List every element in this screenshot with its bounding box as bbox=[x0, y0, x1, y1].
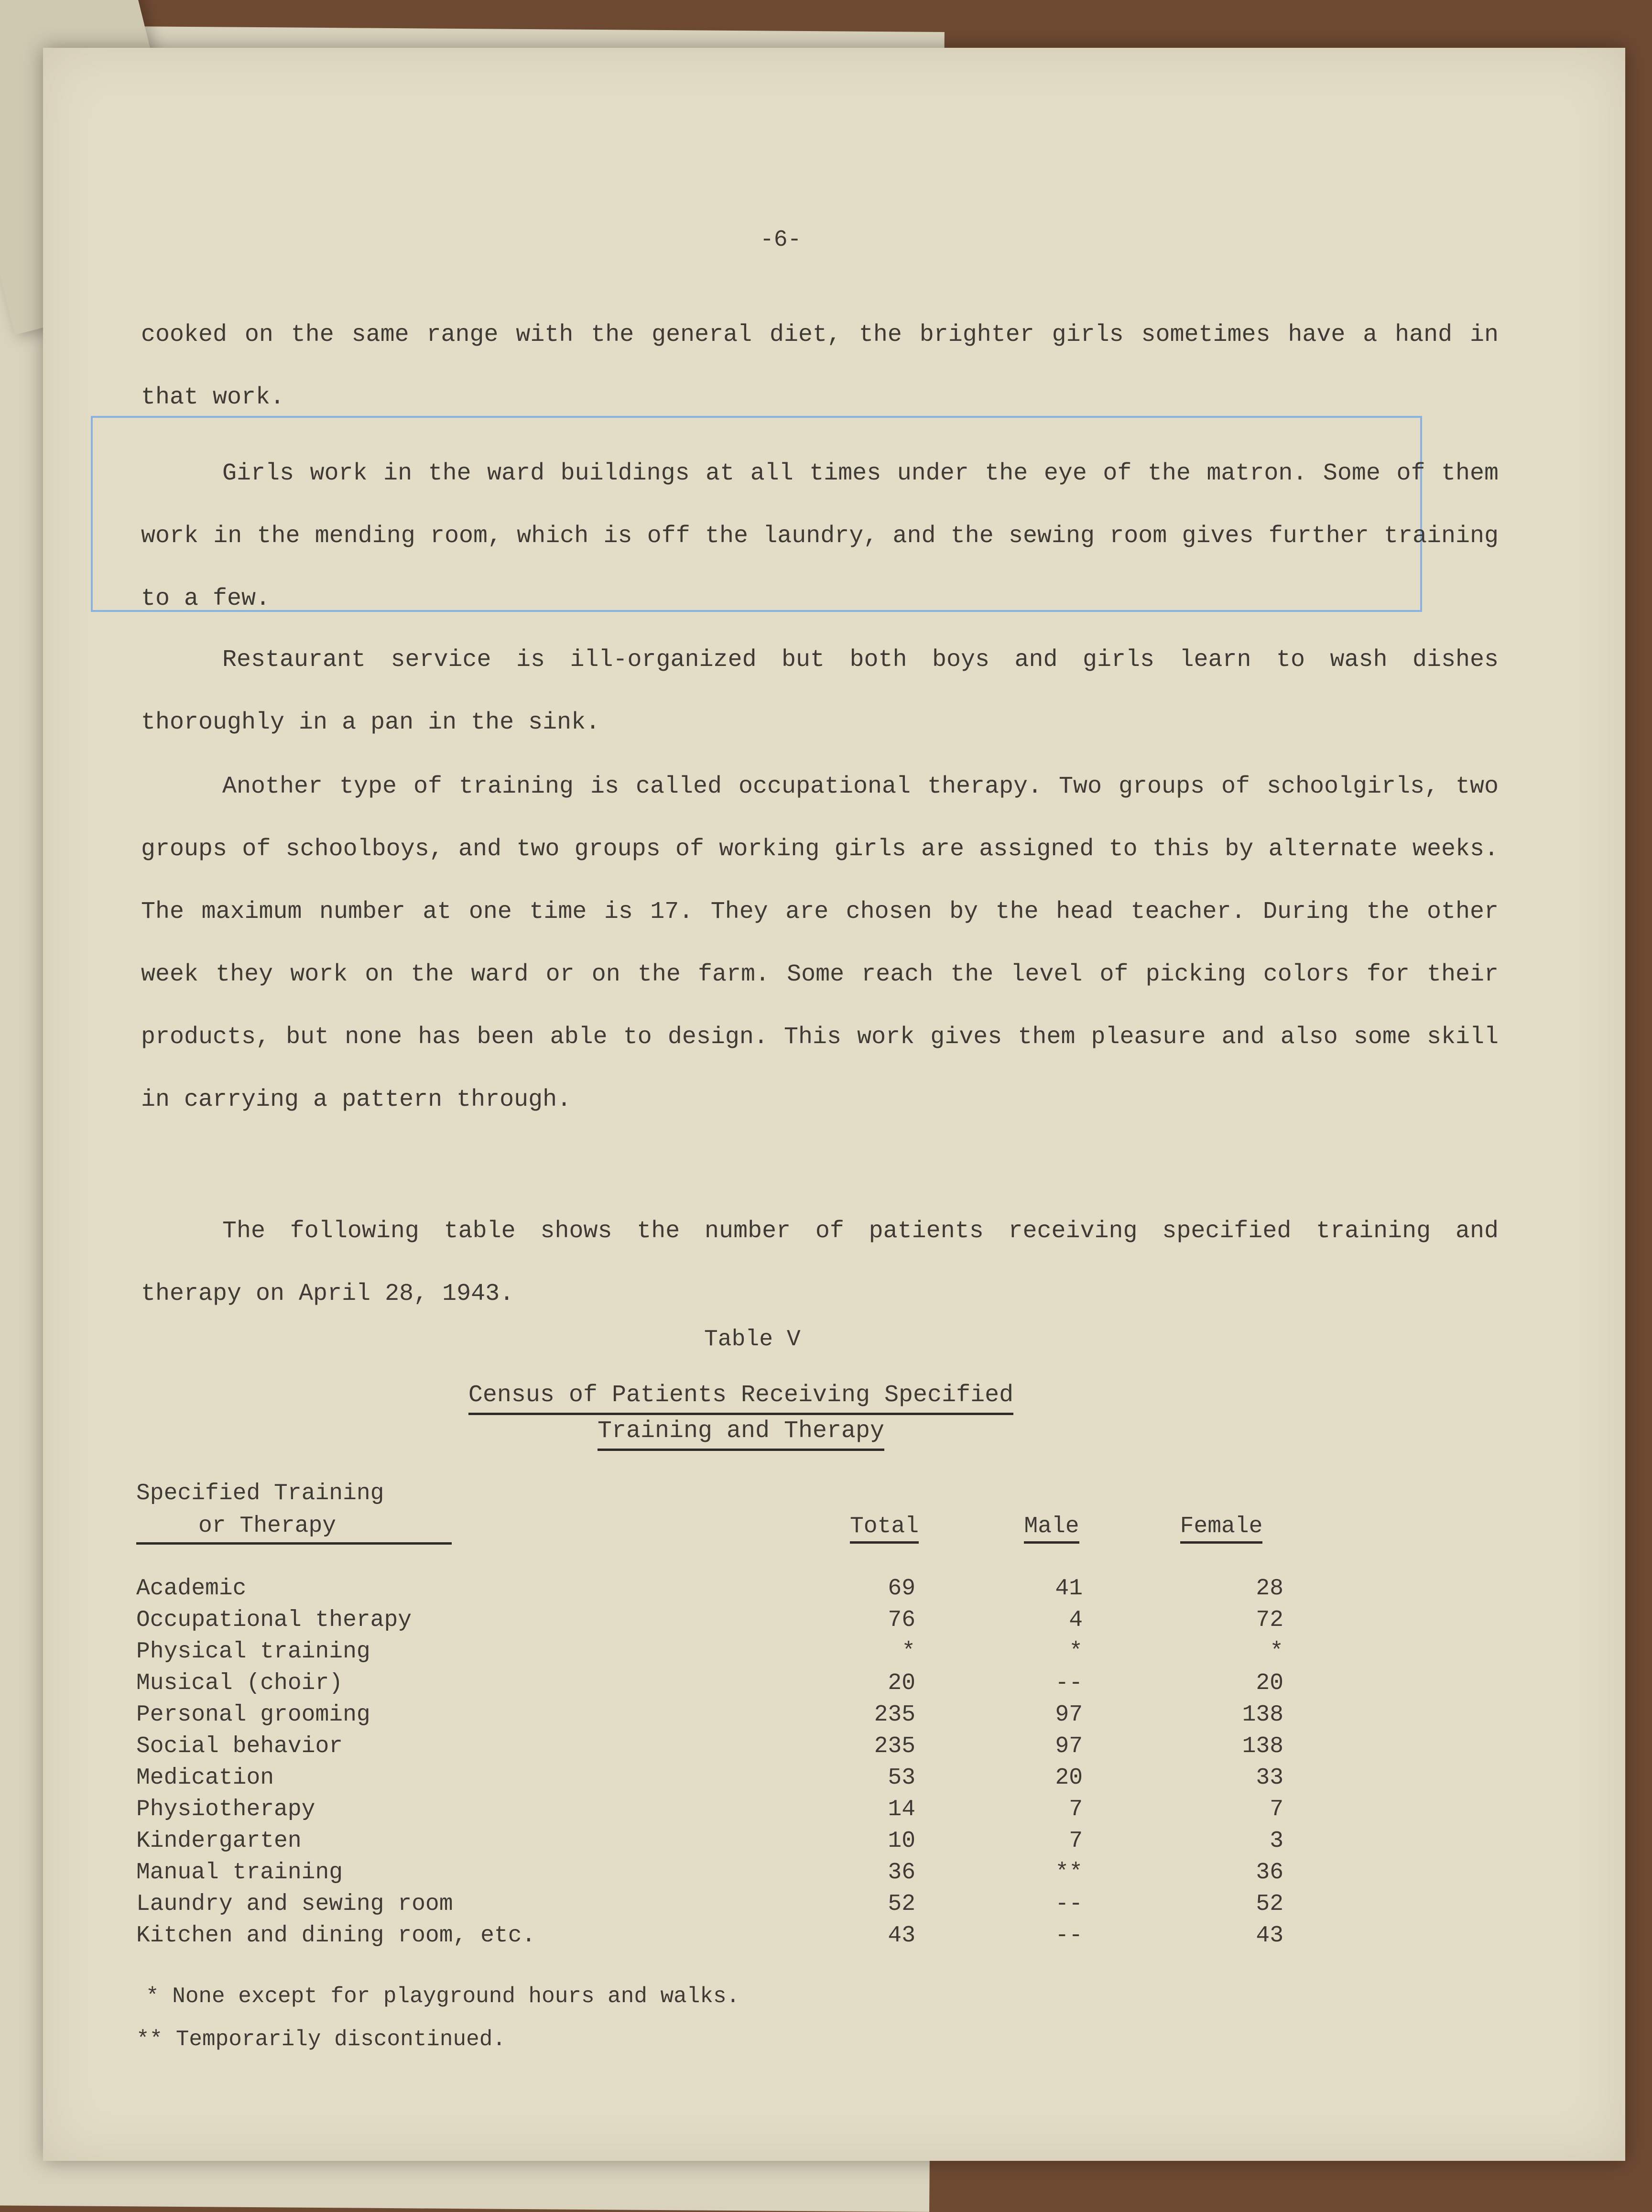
total-cell: 52 bbox=[888, 1891, 915, 1917]
paragraph-3-text: Restaurant service is ill-organized but both boys and girls learn to wash dishes thoroughly in a pan in the sink. bbox=[141, 646, 1499, 736]
total-cell: 14 bbox=[888, 1797, 915, 1822]
male-cell: 7 bbox=[1069, 1828, 1083, 1854]
stub-header-line2: or Therapy bbox=[198, 1513, 337, 1539]
total-cell: 20 bbox=[888, 1670, 915, 1696]
male-cell: -- bbox=[1055, 1891, 1083, 1917]
footnote-1: * None except for playground hours and walks. bbox=[146, 1984, 740, 2009]
document-page bbox=[43, 48, 1625, 2161]
female-cell: * bbox=[1270, 1639, 1283, 1665]
male-cell: ** bbox=[1055, 1860, 1083, 1885]
male-column-header bbox=[1013, 1510, 1090, 1543]
female-cell: 52 bbox=[1256, 1891, 1283, 1917]
paragraph-4 bbox=[141, 755, 1499, 1131]
male-cell: 7 bbox=[1069, 1797, 1083, 1822]
paragraph-4-text: Another type of training is called occupational therapy. Two groups of schoolgirls, two groups of schoolboys, and two groups of working girls are assigned to this by alternate weeks. The maximum number at one time is 17. They are chosen by the head teacher. During the other week they work on the ward or on the farm. Some reach the level of picking colors for their products, but none has been able to design. This work gives them pleasure and also some skill in carrying a pattern through. bbox=[141, 773, 1499, 1113]
row-label: Musical (choir) bbox=[136, 1670, 343, 1696]
total-cell: * bbox=[902, 1639, 915, 1665]
total-cell: 36 bbox=[888, 1860, 915, 1885]
female-cell: 28 bbox=[1256, 1576, 1283, 1602]
row-label: Laundry and sewing room bbox=[136, 1891, 453, 1917]
female-cell: 43 bbox=[1256, 1923, 1283, 1949]
row-label: Physical training bbox=[136, 1639, 370, 1665]
total-cell: 10 bbox=[888, 1828, 915, 1854]
table-label: Table V bbox=[704, 1327, 801, 1352]
total-cell: 69 bbox=[888, 1576, 915, 1602]
table-title bbox=[402, 1379, 1080, 1451]
row-label: Manual training bbox=[136, 1860, 343, 1885]
paragraph-1: cooked on the same range with the general diet, the brighter girls sometimes have a hand in that work. bbox=[141, 321, 1499, 411]
female-column-header bbox=[1171, 1510, 1272, 1543]
total-header-text: Total bbox=[850, 1514, 919, 1544]
footnote-2: ** Temporarily discontinued. bbox=[136, 2027, 506, 2052]
total-cell: 235 bbox=[874, 1702, 915, 1728]
stub-column-header bbox=[136, 1477, 452, 1545]
paragraph-2[interactable] bbox=[141, 442, 1499, 630]
paragraph-5-text: The following table shows the number of patients receiving specified training and therapy on April 28, 1943. bbox=[141, 1218, 1499, 1308]
row-label: Physiotherapy bbox=[136, 1797, 315, 1822]
table-title-line1: Census of Patients Receiving Specified bbox=[468, 1379, 1013, 1415]
male-cell: 41 bbox=[1055, 1576, 1083, 1602]
female-cell: 72 bbox=[1256, 1607, 1283, 1633]
male-cell: -- bbox=[1055, 1923, 1083, 1949]
male-cell: -- bbox=[1055, 1670, 1083, 1696]
female-cell: 3 bbox=[1270, 1828, 1283, 1854]
female-cell: 138 bbox=[1242, 1702, 1283, 1728]
table-title-line2: Training and Therapy bbox=[598, 1415, 884, 1451]
total-cell: 76 bbox=[888, 1607, 915, 1633]
paragraph-5 bbox=[141, 1200, 1499, 1325]
female-cell: 7 bbox=[1270, 1797, 1283, 1822]
female-cell: 36 bbox=[1256, 1860, 1283, 1885]
stub-header-line1: Specified Training bbox=[136, 1481, 384, 1506]
female-cell: 20 bbox=[1256, 1670, 1283, 1696]
row-label: Personal grooming bbox=[136, 1702, 370, 1728]
paragraph-3 bbox=[141, 629, 1499, 754]
total-column-header bbox=[841, 1510, 927, 1543]
female-cell: 138 bbox=[1242, 1733, 1283, 1759]
row-label: Occupational therapy bbox=[136, 1607, 412, 1633]
total-cell: 43 bbox=[888, 1923, 915, 1949]
female-header-text: Female bbox=[1180, 1514, 1263, 1544]
male-header-text: Male bbox=[1024, 1514, 1079, 1544]
male-cell: 97 bbox=[1055, 1733, 1083, 1759]
female-cell: 33 bbox=[1256, 1765, 1283, 1791]
row-label: Medication bbox=[136, 1765, 274, 1791]
row-label: Kindergarten bbox=[136, 1828, 302, 1854]
male-cell: 20 bbox=[1055, 1765, 1083, 1791]
total-cell: 235 bbox=[874, 1733, 915, 1759]
row-label: Academic bbox=[136, 1576, 247, 1602]
total-cell: 53 bbox=[888, 1765, 915, 1791]
row-label: Kitchen and dining room, etc. bbox=[136, 1923, 536, 1949]
paragraph-2-text: Girls work in the ward buildings at all times under the eye of the matron. Some of them work in the mending room, which is off the laundry, and the sewing room gives further training to a few. bbox=[141, 460, 1499, 612]
row-label: Social behavior bbox=[136, 1733, 343, 1759]
male-cell: * bbox=[1069, 1639, 1083, 1665]
page-number: -6- bbox=[760, 227, 802, 253]
male-cell: 97 bbox=[1055, 1702, 1083, 1728]
male-cell: 4 bbox=[1069, 1607, 1083, 1633]
